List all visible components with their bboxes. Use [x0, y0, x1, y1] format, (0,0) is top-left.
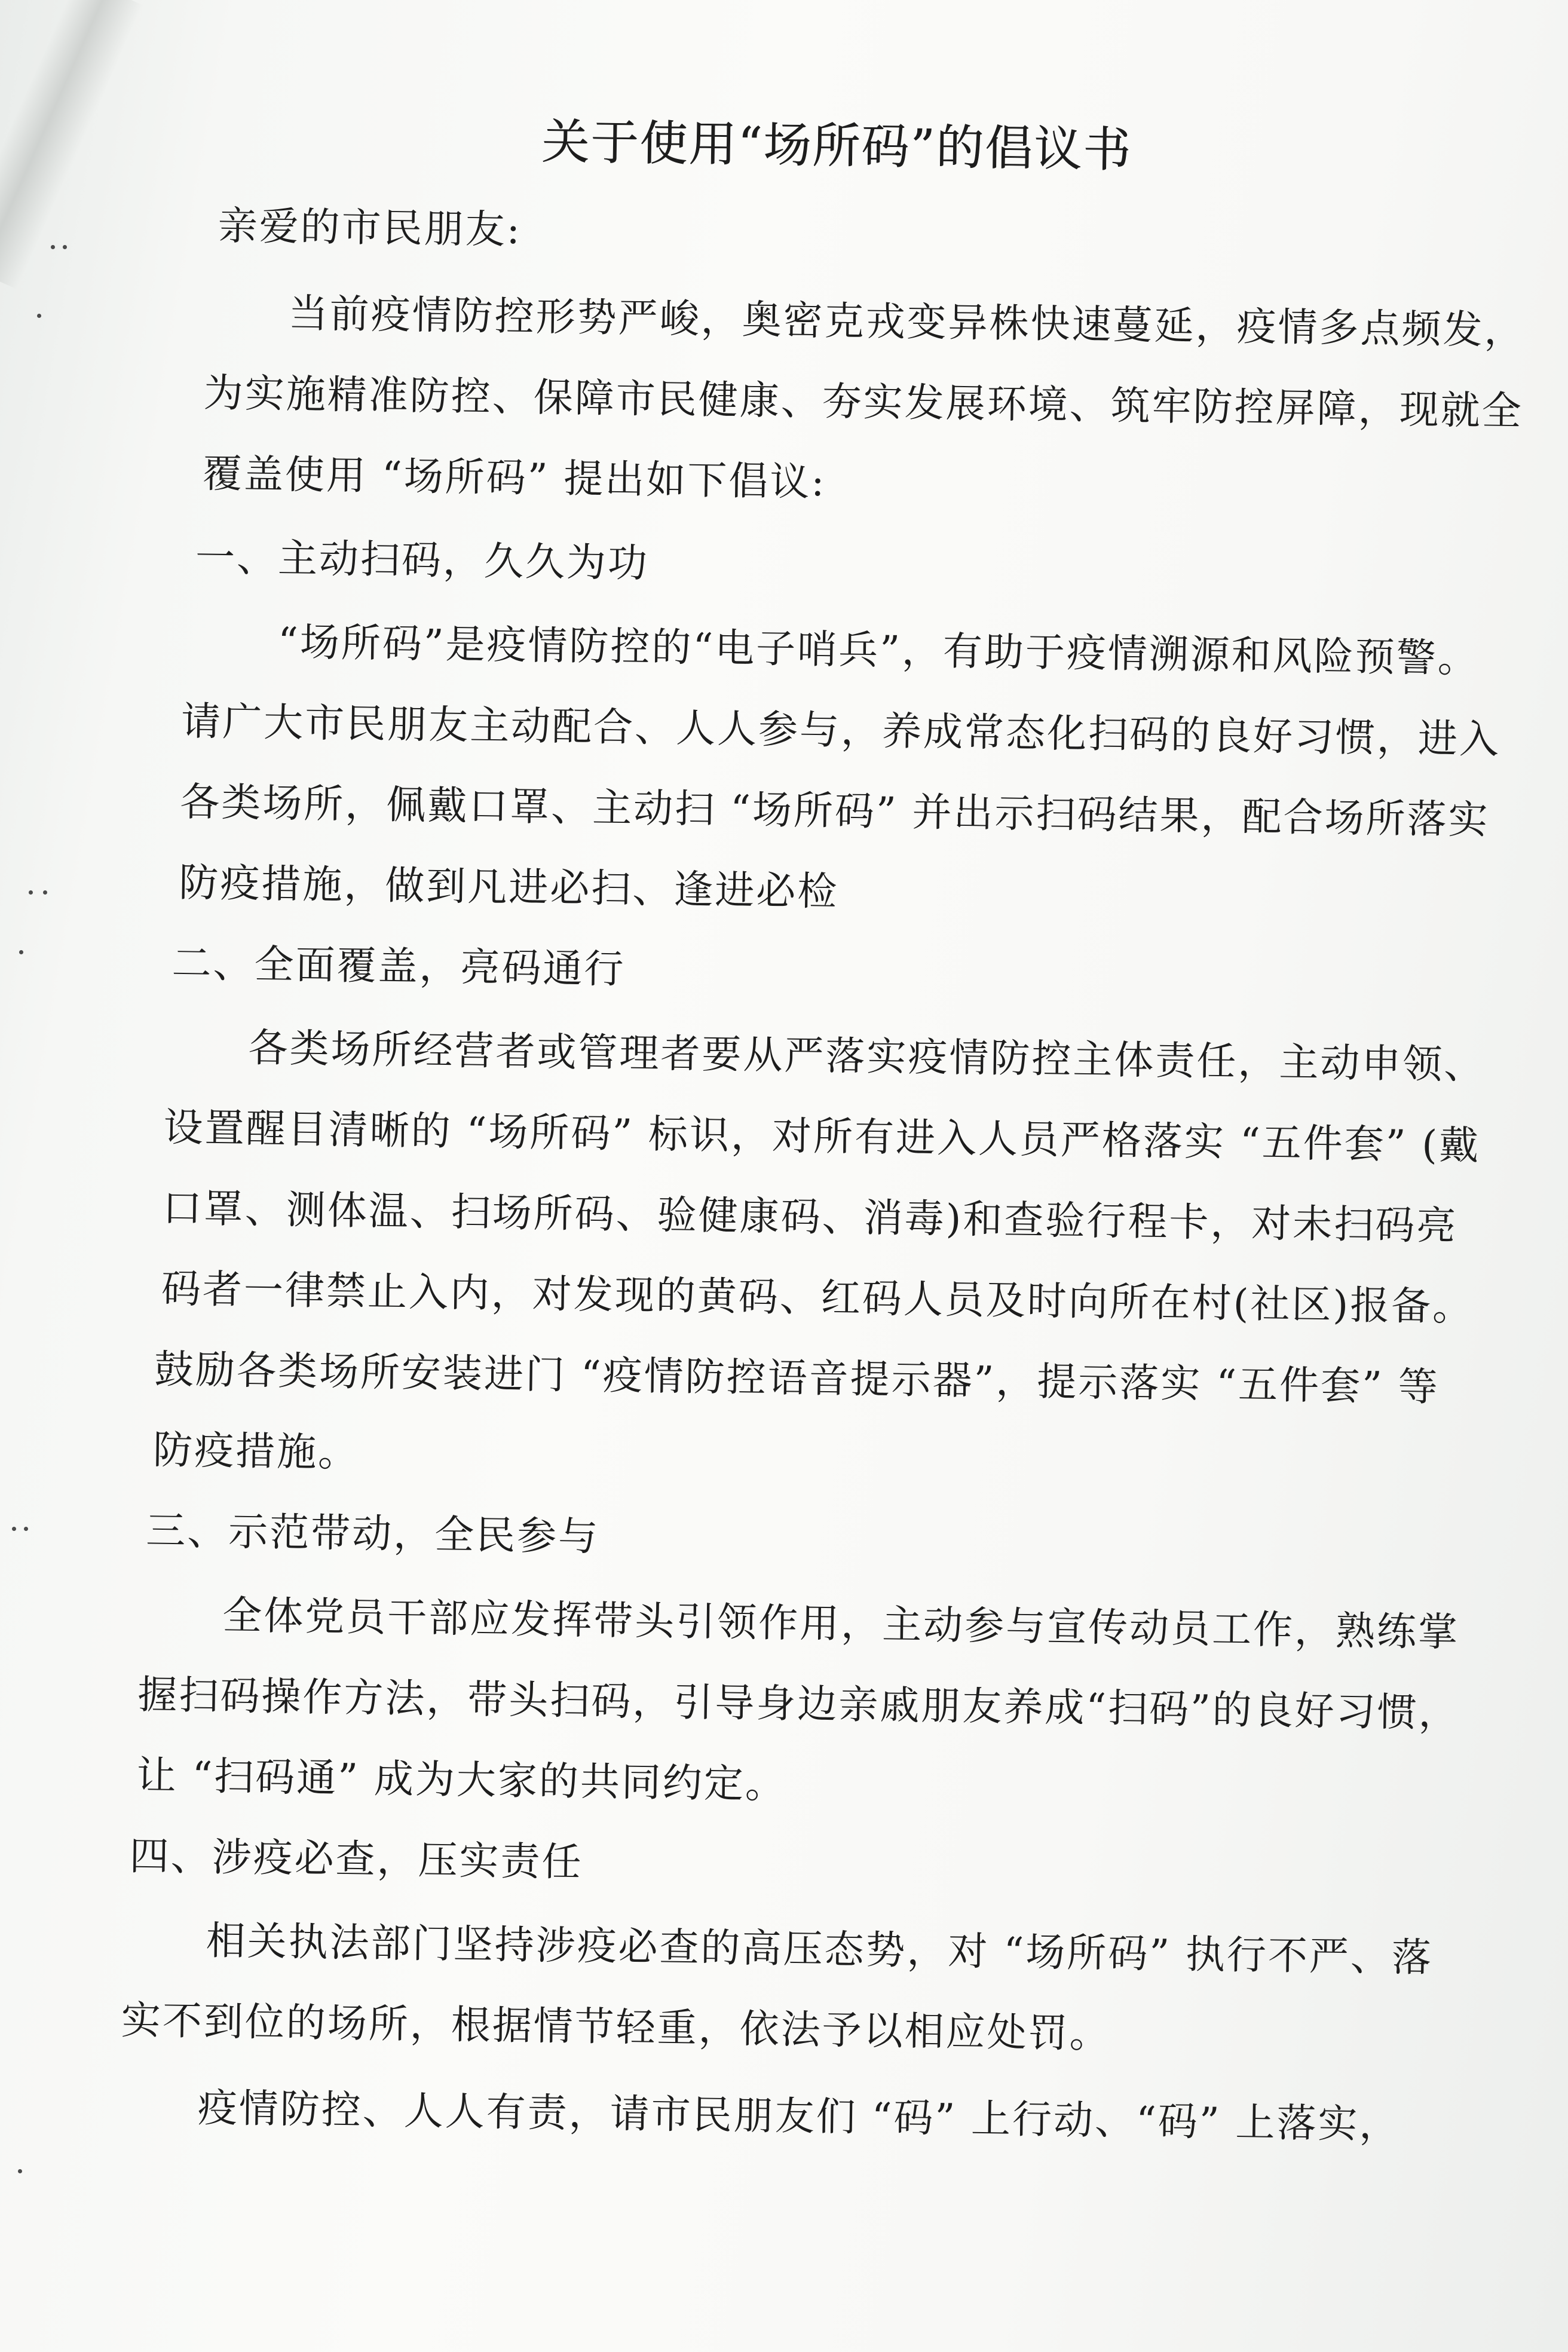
section-line: 请广大市民朋友主动配合、人人参与，养成常态化扫码的良好习惯，进入 [180, 698, 1501, 763]
section-line: 防疫措施。 [152, 1426, 360, 1476]
section-line: 设置醒目清晰的 “场所码” 标识，对所有进入人员严格落实 “五件套” (戴 [163, 1104, 1481, 1169]
section-line: “场所码”是疫情防控的“电子哨兵”，有助于疫情溯源和风险预警。 [277, 618, 1480, 682]
intro-line: 为实施精准防控、保障市民健康、夯实发展环境、筑牢防控屏障，现就全 [203, 369, 1524, 434]
section-heading: 四、涉疫必查，压实责任 [129, 1833, 584, 1885]
section-line: 实不到位的场所，根据情节轻重，依法予以相应处罚。 [121, 1997, 1111, 2057]
section-heading: 一、主动扫码，久久为功 [195, 534, 650, 587]
section-line: 相关执法部门坚持涉疫必查的高压态势，对 “场所码” 执行不严、落 [206, 1918, 1434, 1981]
section-line: 鼓励各类场所安装进门 “疫情防控语音提示器”，提示落实 “五件套” 等 [154, 1346, 1440, 1410]
section-line: 各类场所经营者或管理者要从严落实疫情防控主体责任，主动申领、 [248, 1024, 1486, 1088]
closing-line: 疫情防控、人人有责，请市民朋友们 “码” 上行动、“码” 上落实， [197, 2084, 1401, 2148]
section-line: 握扫码操作方法，带头扫码，引导身边亲戚朋友养成“扫码”的良好习惯， [137, 1671, 1460, 1737]
document-title: 关于使用“场所码”的倡议书 [541, 114, 1133, 178]
intro-line: 当前疫情防控形势严峻，奥密克戎变异株快速蔓延，疫情多点频发， [288, 290, 1526, 354]
salutation: 亲爱的市民朋友: [218, 203, 522, 253]
section-line: 防疫措施，做到凡进必扫、逢进必检 [178, 859, 839, 915]
section-line: 各类场所，佩戴口罩、主动扫 “场所码” 并出示扫码结果，配合场所落实 [179, 779, 1490, 843]
section-line: 码者一律禁止入内，对发现的黄码、红码人员及时向所在村(社区)报备。 [161, 1265, 1474, 1330]
intro-line: 覆盖使用 “场所码” 提出如下倡议: [202, 450, 827, 506]
section-heading: 二、全面覆盖，亮码通行 [171, 940, 626, 993]
section-heading: 三、示范带动，全民参与 [145, 1507, 600, 1560]
section-line: 全体党员干部应发挥带头引领作用，主动参与宣传动员工作，熟练掌 [222, 1592, 1460, 1656]
section-line: 让 “扫码通” 成为大家的共同约定。 [136, 1752, 787, 1808]
section-line: 口罩、测体温、扫场所码、验健康码、消毒)和查验行程卡，对未扫码亮 [162, 1184, 1458, 1250]
